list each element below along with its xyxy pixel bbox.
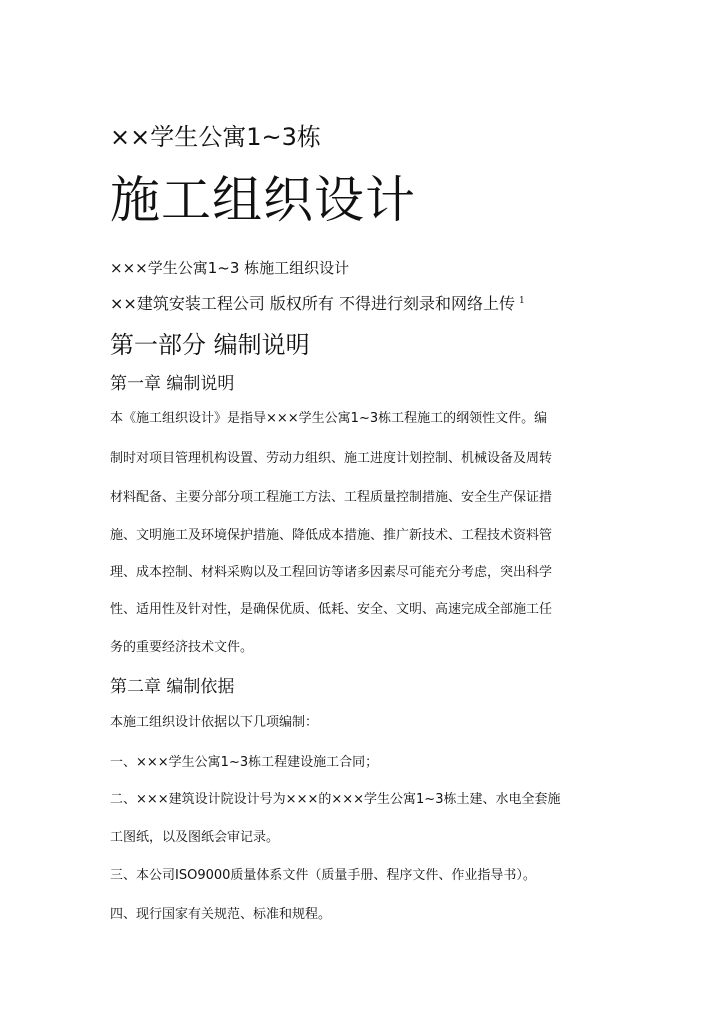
chapter-1-line: 务的重要经济技术文件。 (110, 640, 254, 655)
copyright-line (110, 291, 525, 314)
document-main-title: 施工组织设计 (110, 171, 416, 229)
chapter-2-title: 第二章 编制依据 (110, 677, 235, 697)
basis-item: 二、×××建筑设计院设计号为×××的×××学生公寓1~3栋土建、水电全套施 (110, 792, 561, 807)
chapter-1-line: 材料配备、主要分部分项工程施工方法、工程质量控制措施、安全生产保证措 (110, 490, 553, 505)
page-marker: 1 (519, 295, 525, 306)
chapter-2-intro: 本施工组织设计依据以下几项编制： (110, 715, 319, 730)
document-subtitle: ××学生公寓1~3栋 (110, 123, 321, 151)
copyright-text: ××建筑安装工程公司 版权所有 不得进行刻录和网络上传 (110, 294, 515, 313)
chapter-1-line: 理、成本控制、材料采购以及工程回访等诸多因素尽可能充分考虑，突出科学 (110, 565, 553, 580)
chapter-1-line: 施、文明施工及环境保护措施、降低成本措施、推广新技术、工程技术资料管 (110, 528, 553, 543)
part-title: 第一部分 编制说明 (110, 331, 310, 359)
chapter-1-line: 本《施工组织设计》是指导×××学生公寓1~3栋工程施工的纲领性文件。编 (110, 411, 548, 426)
basis-item: 四、现行国家有关规范、标准和规程。 (110, 907, 332, 922)
document-name-line: ×××学生公寓1~3 栋施工组织设计 (110, 259, 350, 277)
basis-item: 三、本公司ISO9000质量体系文件（质量手册、程序文件、作业指导书）。 (110, 868, 536, 883)
basis-item: 工图纸，以及图纸会审记录。 (110, 830, 280, 845)
chapter-1-line: 性、适用性及针对性，是确保优质、低耗、安全、文明、高速完成全部施工任 (110, 602, 553, 617)
basis-item: 一、×××学生公寓1~3栋工程建设施工合同； (110, 755, 379, 770)
chapter-1-title: 第一章 编制说明 (110, 374, 235, 394)
chapter-1-line: 制时对项目管理机构设置、劳动力组织、施工进度计划控制、机械设备及周转 (110, 451, 553, 466)
